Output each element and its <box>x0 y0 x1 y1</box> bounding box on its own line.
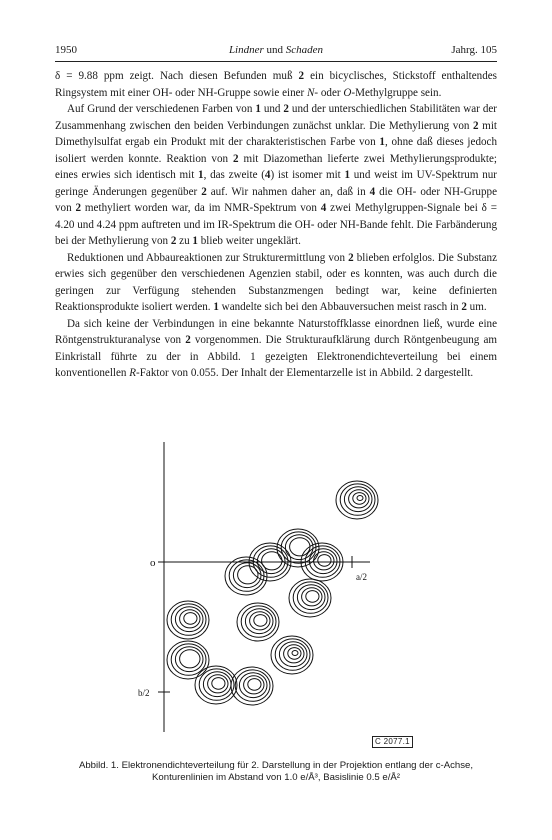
contour-line <box>212 678 225 690</box>
figure-stamp: C 2077.1 <box>372 736 413 748</box>
b-axis-label: b/2 <box>138 688 150 698</box>
page-number: 1950 <box>55 44 77 56</box>
paragraph-3: Reduktionen und Abbaureaktionen zur Strukturermittlung von 2 blieben erfolglos. Die Substanz erwies sich gegenüber den verschiedenen Agenzien stabil, oder es konnten, was auch durch die geringen zur Verfügung stehenden Substanzmengen bedingt war, keine definierten Reaktionsprodukte isoliert werden. 1 wandelte sich bei den Abbauversuchen meist rasch in 2 um. <box>55 251 497 313</box>
contour-line <box>199 669 234 700</box>
running-authors <box>55 44 497 56</box>
contour-line <box>318 555 331 567</box>
contour-line <box>290 538 310 556</box>
contour-plot <box>167 481 378 705</box>
origin-label: o <box>150 557 156 569</box>
running-header <box>55 44 497 60</box>
contour-line <box>292 651 298 656</box>
paragraph-1: δ = 9.88 ppm zeigt. Nach diesen Befunden muß 2 ein bicyclisches, Stickstoff enthaltendes Ringsystem mit einer OH- oder NH-Gruppe sowie einer N- oder O-Methylgruppe sein. <box>55 70 497 99</box>
paragraph-2: Auf Grund der verschiedenen Farben von 1 und 2 und der unterschiedlichen Stabilitäten war der Zusammenhang zwischen den beiden Verbindungen zunächst unklar. Die Methylierung von 2 mit Dimethylsulfat ergab ein Produkt mit der charakteristischen Farbe von 1, ohne daß dieses jedoch isoliert werden konnte. Reaktion von 2 mit Diazomethan lieferte zwei Methylierungsprodukte; eines erwies sich identisch mit 1, das zweite (4) ist isomer mit 1 und weist im UV-Spektrum nur geringe Änderungen gegenüber 2 auf. Wir nahmen daher an, daß in 4 die OH- oder NH-Gruppe von 2 methyliert worden war, da im NMR-Spektrum von 4 zwei Methylgruppen-Signale bei δ = 4.20 und 4.24 ppm auftreten und im IR-Spektrum die OH- oder NH-Bande fehlt. Die Farbänderung bei der Methylierung von 2 zu 1 blieb weiter ungeklärt. <box>55 103 498 247</box>
a-axis-label: a/2 <box>356 572 367 582</box>
contour-line <box>184 613 197 625</box>
contour-line <box>281 532 316 563</box>
atom-peak-a10 <box>167 641 209 679</box>
caption-line-1: Abbild. 1. Elektronendichteverteilung für 2. Darstellung in der Projektion entlang der c-Achse, <box>78 760 474 771</box>
author-und: und <box>263 44 286 56</box>
atom-peak-a6 <box>289 579 331 617</box>
contour-line <box>353 493 366 505</box>
header-rule <box>55 61 497 62</box>
contour-line <box>306 591 319 603</box>
contour-line <box>171 644 206 675</box>
contour-line <box>288 648 301 660</box>
atom-peak-a9 <box>167 601 209 639</box>
atom-peak-a8 <box>271 636 313 674</box>
contour-line <box>241 606 276 637</box>
caption-line-2: Konturenlinien im Abstand von 1.0 e/Å³, Basislinie 0.5 e/Å² <box>152 772 400 783</box>
contour-line <box>248 679 261 691</box>
paragraph-4: Da sich keine der Verbindungen in eine bekannte Naturstoffklasse einordnen ließ, wurde eine Röntgenstrukturanalyse von 2 vorgenommen. Die Strukturaufklärung durch Röntgenbeugung am Einkristall führte zu der in Abbild. 1 gezeigten Elektronendichteverteilung bei einem konventionellen R-Faktor von 0.055. Der Inhalt der Elementarzelle ist in Abbild. 2 dargestellt. <box>55 317 497 379</box>
journal-year: Jahrg. 105 <box>451 44 497 56</box>
author-schaden: Schaden <box>285 44 324 56</box>
atom-peak-a5 <box>225 557 267 595</box>
figure-caption <box>55 760 497 784</box>
electron-density-figure <box>120 440 440 760</box>
contour-line <box>293 582 328 613</box>
author-lindner: Lindner <box>228 44 264 56</box>
atom-peak-a1 <box>336 481 378 519</box>
contour-line <box>171 604 206 635</box>
contour-line <box>235 670 270 701</box>
contour-line <box>254 615 267 627</box>
contour-line <box>229 560 264 591</box>
atom-peak-a3 <box>277 529 319 567</box>
contour-line <box>357 496 363 501</box>
contour-line <box>180 650 200 668</box>
body-text <box>55 68 497 382</box>
atom-peak-a7 <box>237 603 279 641</box>
